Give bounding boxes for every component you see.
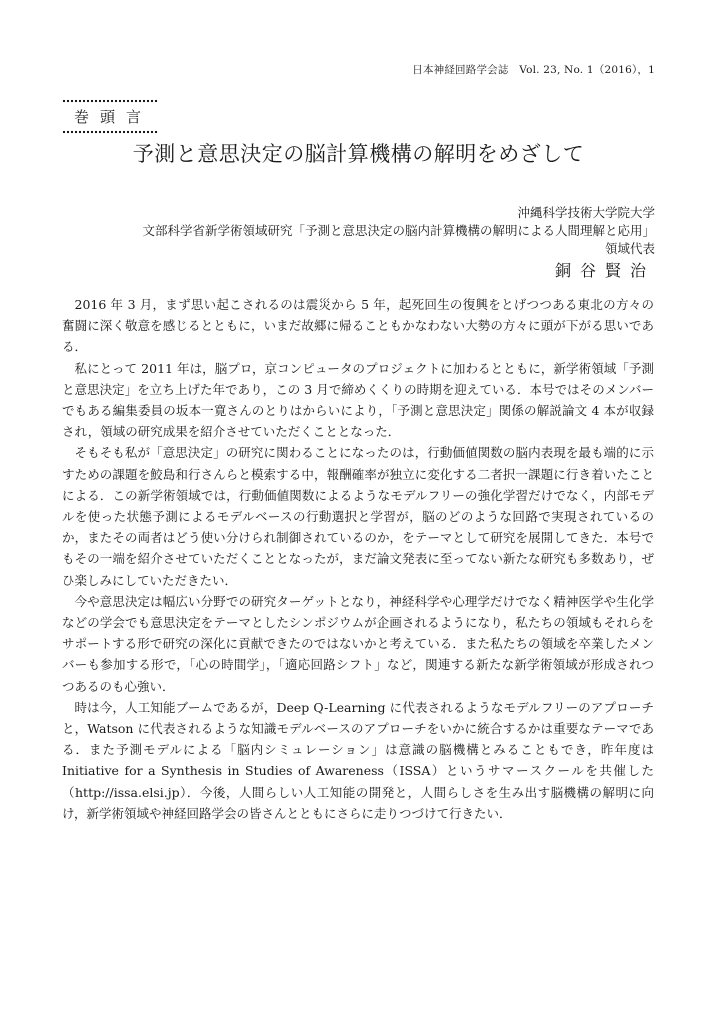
article-title: 予測と意思決定の脳計算機構の解明をめざして: [132, 142, 585, 166]
journal-header: 日本神経回路学会誌 Vol. 23, No. 1（2016），1: [412, 64, 655, 76]
affiliation-role: 領域代表: [604, 241, 655, 256]
section-label: 巻頭言: [74, 108, 153, 126]
article-body: [62, 294, 654, 824]
paragraph: 時は今，人工知能ブームであるが，Deep Q-Learning に代表されるようなモデルフリーのアプローチと，Watson に代表されるような知識モデルベースのアプローチをいかに統合するかは重要なテーマである．また予測モデルによる「脳内シミュレーション」は意識の脳機構とみることもでき，昨年度は Initiative for a Synthesis in Studies of Awareness（ISSA）というサマースクールを共催した（http://issa.elsi.jp）．今後，人間らしい人工知能の開発と，人間らしさを生み出す脳機構の解明に向け，新学術領域や神経回路学会の皆さんとともにさらに走りつづけて行きたい．: [62, 699, 654, 821]
affiliation-institution: 沖縄科学技術大学院大学: [517, 205, 655, 220]
bottom-dotted-rule: [62, 130, 158, 134]
paragraph: そもそも私が「意思決定」の研究に関わることになったのは，行動価値関数の脳内表現を最も端的に示すための課題を鮫島和行さんらと模索する中，報酬確率が独立に変化する二者択一課題に行き着いたことによる．この新学術領域では，行動価値関数によるようなモデルフリーの強化学習だけでなく，内部モデルを使った状態予測によるモデルベースの行動選択と学習が，脳のどのような回路で実現されているのか，またその両者はどう使い分けられ制御されているのか，をテーマとして研究を展開してきた．本号でもその一端を紹介させていただくこととなったが，まだ論文発表に至ってない新たな研究も多数あり，ぜひ楽しみにしていただきたい．: [62, 445, 654, 588]
author-name: 銅谷賢治: [554, 261, 655, 280]
paragraph: 今や意思決定は幅広い分野での研究ターゲットとなり，神経科学や心理学だけでなく精神医学や生化学などの学会でも意思決定をテーマとしたシンポジウムが企画されるようになり，私たちの領域もそれらをサポートする形で研究の深化に貢献できたのではないかと考えている．また私たちの領域を卒業したメンバーも参加する形で，「心の時間学」，「適応回路シフト」など，関連する新たな新学術領域が形成されつつあるのも心強い．: [62, 593, 654, 694]
paragraph: 2016 年 3 月，まず思い起こされるのは震災から 5 年，起死回生の復興をとげつつある東北の方々の奮闘に深く敬意を感じるとともに，いまだ故郷に帰ることもかなわない大勢の方々に頭が下がる思いである．: [62, 297, 654, 355]
section-label-box: [62, 99, 158, 134]
paragraph: 私にとって 2011 年は，脳プロ，京コンピュータのプロジェクトに加わるとともに，新学術領域「予測と意思決定」を立ち上げた年であり，この 3 月で締めくくりの時期を迎えている．本号ではそのメンバーでもある編集委員の坂本一寛さんのとりはからいにより，「予測と意思決定」関係の解説論文 4 本が収録され，領域の研究成果を紹介させていただくこととなった．: [62, 360, 654, 440]
affiliation-project: 文部科学省新学術領域研究「予測と意思決定の脳内計算機構の解明による人間理解と応用」: [142, 223, 655, 238]
